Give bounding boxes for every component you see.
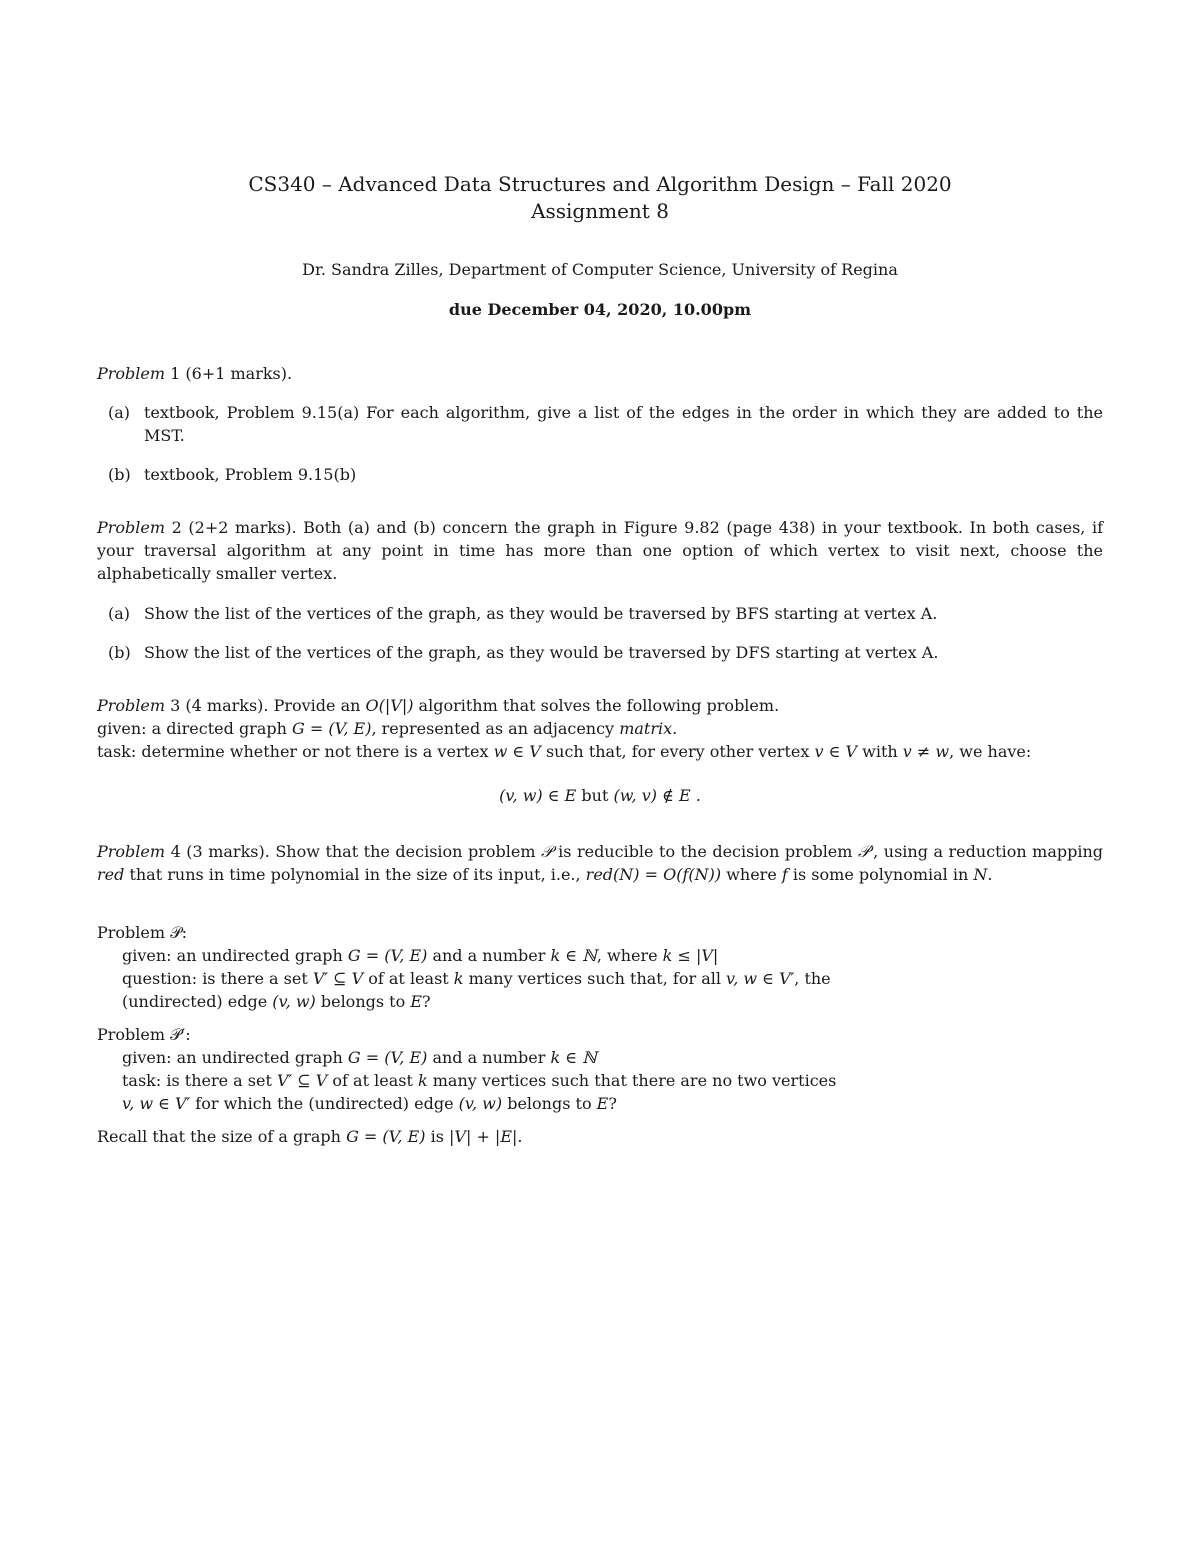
text-run: .: [987, 865, 993, 884]
text-run: but: [576, 786, 614, 805]
text-run: , the: [794, 969, 831, 988]
math-run: V′ ⊆ V: [277, 1071, 328, 1090]
problem3-given: [97, 717, 677, 740]
problem4-label: Problem: [97, 842, 166, 861]
text-run: many vertices such that there are no two vertices: [427, 1071, 837, 1090]
math-run: (w, v) ∉ E .: [613, 786, 701, 805]
math-run: E: [596, 1094, 609, 1113]
math-run: k ∈ ℕ: [550, 946, 597, 965]
problem-p2-task-line2: [122, 1092, 617, 1115]
text-run: .: [672, 719, 678, 738]
problem3-formula: [0, 784, 1200, 807]
item-label: (a): [108, 604, 131, 623]
problem2-intro: Both (a) and (b) concern the graph in Figure 9.82 (page 438) in your textbook. In both cases, if your traversal algorithm at any point in time has more than one option of which vertex to visit next, choose the alphabetically smaller vertex.: [97, 518, 1104, 583]
math-run: red(N) = O(f(N)): [585, 865, 722, 884]
problem-p-question-line2: [122, 990, 431, 1013]
problem2-item-a: [108, 602, 1103, 625]
text-run: and a number: [427, 1048, 551, 1067]
item-text: Show the list of the vertices of the graph, as they would be traversed by BFS starting at vertex A.: [144, 604, 938, 623]
text-run: belongs to: [502, 1094, 597, 1113]
text-run: Show that the decision problem: [269, 842, 542, 861]
text-run: with: [857, 742, 903, 761]
math-run: (v, w): [272, 992, 316, 1011]
recall-note: [97, 1125, 522, 1148]
item-text: textbook, Problem 9.15(a) For each algorithm, give a list of the edges in the order in which they are added to the MST.: [144, 403, 1103, 445]
text-run: .: [517, 1127, 523, 1146]
text-run: , using a reduction mapping: [873, 842, 1104, 861]
problem4-heading-text: 4 (3 marks).: [165, 842, 270, 861]
text-run: , represented as an adjacency: [371, 719, 620, 738]
math-run: w ∈ V: [493, 742, 541, 761]
math-run: (v, w) ∈ E: [499, 786, 577, 805]
math-run: (v, w): [458, 1094, 503, 1113]
text-run: ?: [608, 1094, 617, 1113]
problem2-paragraph: [97, 516, 1103, 585]
problem2-item-b: [108, 641, 1103, 664]
text-run: for which the (undirected) edge: [190, 1094, 459, 1113]
item-text: Show the list of the vertices of the graph, as they would be traversed by DFS starting at vertex A.: [144, 643, 939, 662]
text-run: Provide an: [268, 696, 366, 715]
text-run: , where: [596, 946, 663, 965]
text-run: question: is there a set: [122, 969, 313, 988]
text-run: Recall that the size of a graph: [97, 1127, 347, 1146]
math-run: v ≠ w: [902, 742, 950, 761]
problem3-heading-text: 3 (4 marks).: [165, 696, 269, 715]
course-title: CS340 – Advanced Data Structures and Algorithm Design – Fall 2020: [248, 172, 952, 196]
due-date: due December 04, 2020, 10.00pm: [448, 300, 752, 319]
text-run: task: determine whether or not there is a vertex: [97, 742, 494, 761]
author-line: Dr. Sandra Zilles, Department of Computer Science, University of Regina: [302, 260, 898, 279]
math-run: O(|V|): [365, 696, 414, 715]
math-run: k ∈ ℕ: [550, 1048, 597, 1067]
math-run: G = (V, E): [347, 1048, 428, 1067]
text-run: given: an undirected graph: [122, 1048, 348, 1067]
text-run: , we have:: [949, 742, 1032, 761]
math-run: E: [410, 992, 422, 1011]
problem2-heading-text: 2 (2+2 marks).: [165, 518, 297, 537]
math-run: N: [973, 865, 988, 884]
text-run: is some polynomial in: [787, 865, 974, 884]
text-run: where: [721, 865, 782, 884]
text-run: many vertices such that, for all: [463, 969, 727, 988]
text-run: is: [425, 1127, 450, 1146]
text-run: is reducible to the decision problem: [552, 842, 858, 861]
math-run: G = (V, E): [292, 719, 372, 738]
problem1-item-b: [108, 463, 1103, 486]
problem1-label: Problem: [97, 364, 166, 383]
problem3-task: [97, 740, 1031, 763]
math-run: 𝒫: [541, 842, 553, 861]
emphasis-run: red: [97, 865, 125, 884]
text-run: ?: [422, 992, 431, 1011]
text-run: and a number: [427, 946, 551, 965]
problem-p2-title: Problem 𝒫′:: [97, 1025, 191, 1044]
item-label: (b): [108, 465, 131, 484]
problem-p-title: Problem 𝒫:: [97, 923, 188, 942]
text-run: of at least: [363, 969, 454, 988]
text-run: given: a directed graph: [97, 719, 292, 738]
math-run: |V| + |E|: [449, 1127, 518, 1146]
text-run: algorithm that solves the following problem.: [413, 696, 780, 715]
item-label: (b): [108, 643, 131, 662]
assignment-title: Assignment 8: [531, 199, 669, 223]
problem1-heading: [97, 362, 1103, 385]
text-run: given: an undirected graph: [122, 946, 348, 965]
math-run: k: [417, 1071, 428, 1090]
text-run: (undirected) edge: [122, 992, 273, 1011]
text-run: of at least: [327, 1071, 418, 1090]
emphasis-run: matrix: [619, 719, 673, 738]
problem1-item-a: [108, 401, 1103, 447]
text-run: such that, for every other vertex: [540, 742, 815, 761]
math-run: v, w ∈ V′: [122, 1094, 191, 1113]
math-run: G = (V, E): [346, 1127, 426, 1146]
item-label: (a): [108, 403, 131, 422]
math-run: v, w ∈ V′: [726, 969, 795, 988]
problem3-heading: [97, 694, 779, 717]
problem-p-question-line1: [122, 967, 831, 990]
problem-p-given: [122, 944, 718, 967]
text-run: task: is there a set: [122, 1071, 277, 1090]
problem4-paragraph: [97, 840, 1103, 886]
text-run: belongs to: [315, 992, 411, 1011]
math-run: k: [453, 969, 464, 988]
math-run: v ∈ V: [814, 742, 858, 761]
math-run: 𝒫′: [857, 842, 874, 861]
item-text: textbook, Problem 9.15(b): [144, 465, 357, 484]
text-run: that runs in time polynomial in the size of its input, i.e.,: [124, 865, 586, 884]
math-run: V′ ⊆ V: [312, 969, 364, 988]
problem2-label: Problem: [97, 518, 166, 537]
math-run: f: [781, 865, 788, 884]
problem-p2-given: [122, 1046, 597, 1069]
problem3-label: Problem: [97, 696, 166, 715]
math-run: G = (V, E): [347, 946, 428, 965]
problem-p2-task-line1: [122, 1069, 836, 1092]
math-run: k ≤ |V|: [662, 946, 719, 965]
problem1-heading-text: 1 (6+1 marks).: [165, 364, 293, 383]
